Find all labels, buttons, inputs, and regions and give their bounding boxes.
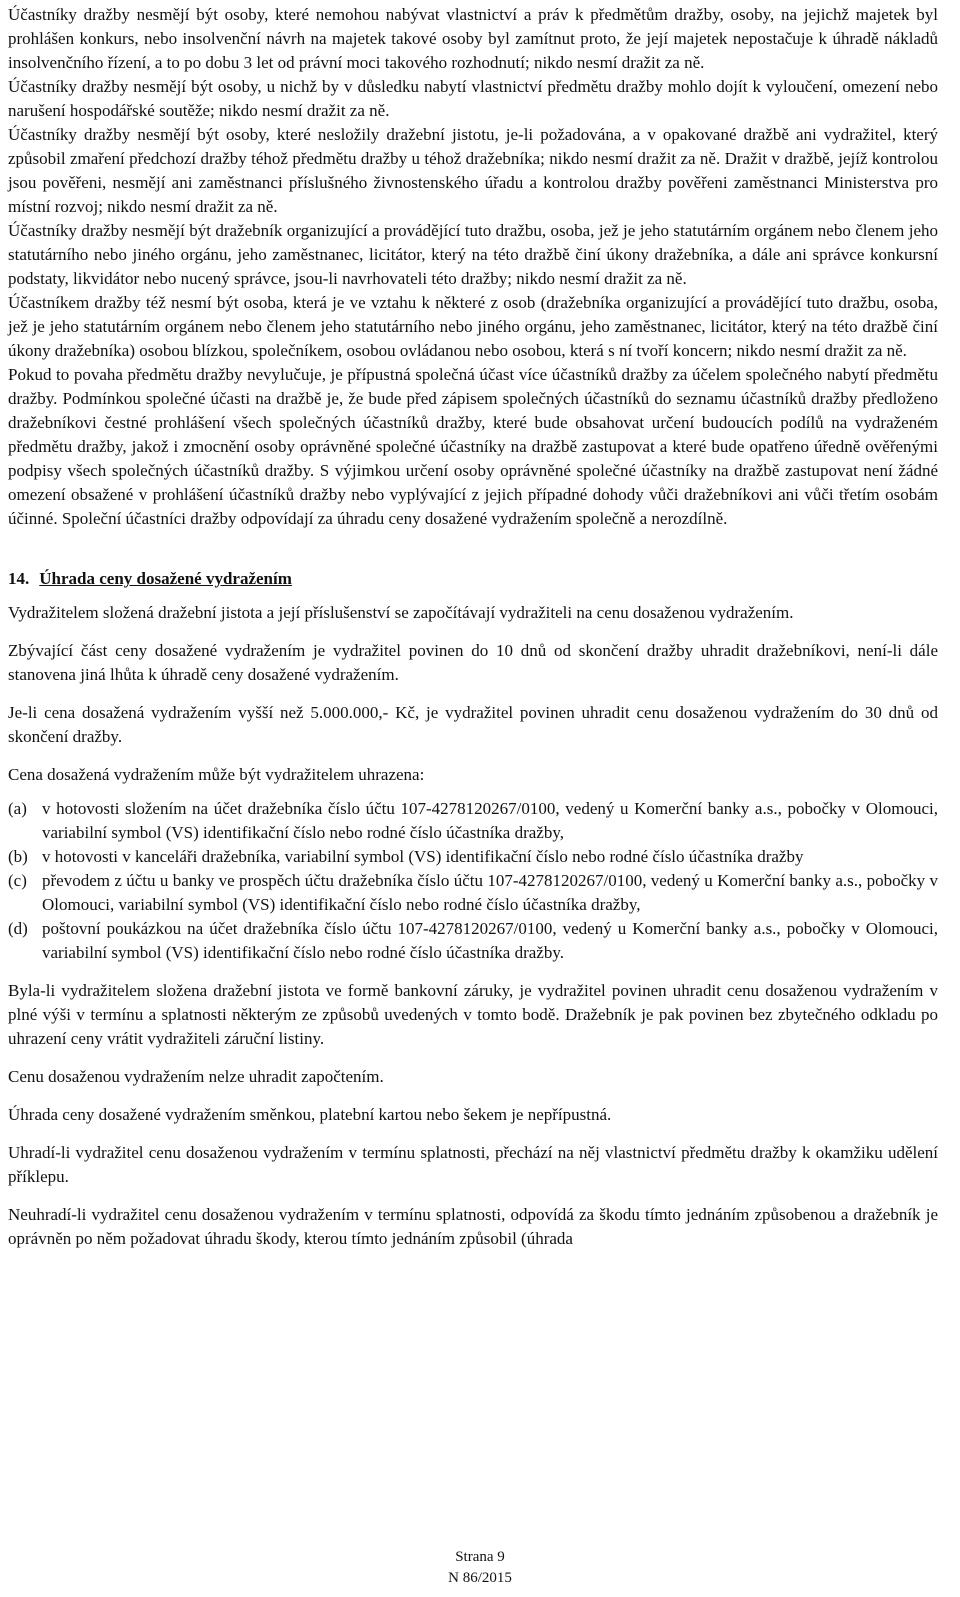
list-item-mark: (b): [8, 847, 28, 866]
list-item: [8, 917, 938, 965]
paragraph-auctioneer: Účastníky dražby nesmějí být dražebník organizující a provádějící tuto dražbu, osoba, jež je jeho statutárním orgánem nebo členem jeho statutárního nebo jiného orgánu, jeho zaměstnanec, licitátor, který na této dražbě činí úkony dražebníka, a dále ani správce konkursní podstaty, likvidátor nebo nucený správce, jsou-li navrhovateli této dražby; nikdo nesmí dražit za ně.: [8, 221, 938, 288]
list-item-mark: (a): [8, 799, 27, 818]
list-item: [8, 869, 938, 917]
paragraph-competition: Účastníky dražby nesmějí být osoby, u nichž by v důsledku nabytí vlastnictví předmětu dražby mohlo dojít k vyloučení, omezení nebo narušení hospodářské soutěže; nikdo nesmí dražit za ně.: [8, 77, 938, 120]
list-item-mark: (d): [8, 919, 28, 938]
page-footer: [0, 1547, 960, 1589]
section-title: Úhrada ceny dosažené vydražením: [39, 569, 292, 588]
payment-options-list: [8, 797, 938, 965]
paragraph-insolvency: Účastníky dražby nesmějí být osoby, které nemohou nabývat vlastnictví a práv k předmětům dražby, osoby, na jejichž majetek byl prohlášen konkurs, nebo insolvenční návrh na majetek takové osoby byl zamítnut proto, že její majetek nepostačuje k úhradě nákladů insolvenčního řízení, a to po dobu 3 let od právní moci takového rozhodnutí; nikdo nesmí dražit za ně.: [8, 5, 938, 72]
list-item: [8, 845, 938, 869]
paragraph-remaining-price: Zbývající část ceny dosažené vydražením je vydražitel povinen do 10 dnů od skončení dražby uhradit dražebníkovi, není-li dále stanovena jiná lhůta k úhradě ceny dosažené vydražením.: [8, 641, 938, 684]
list-item-text: poštovní poukázkou na účet dražebníka číslo účtu 107-4278120267/0100, vedený u Komerční banky a.s., pobočky v Olomouci, variabilní symbol (VS) identifikační číslo nebo rodné číslo účastníka dražby.: [42, 919, 938, 962]
list-item: [8, 797, 938, 845]
paragraph-ownership-transfer: Uhradí-li vydražitel cenu dosaženou vydražením v termínu splatnosti, přechází na něj vlastnictví předmětu dražby k okamžiku udělení příklepu.: [8, 1143, 938, 1186]
paragraph-payment-intro: Cena dosažená vydražením může být vydražitelem uhrazena:: [8, 765, 425, 784]
paragraph-no-setoff: Cenu dosaženou vydražením nelze uhradit započtením.: [8, 1067, 384, 1086]
list-item-text: v hotovosti složením na účet dražebníka číslo účtu 107-4278120267/0100, vedený u Komerční banky a.s., pobočky v Olomouci, variabilní symbol (VS) identifikační číslo nebo rodné číslo účastníka dražby,: [42, 799, 938, 842]
paragraph-nonpayment: Neuhradí-li vydražitel cenu dosaženou vydražením v termínu splatnosti, odpovídá za škodu tímto jednáním způsobenou a dražebník je oprávněn po něm požadovat úhradu škody, kterou tímto jednáním způsobil (úhrada: [8, 1205, 938, 1248]
paragraph-related-persons: Účastníkem dražby též nesmí být osoba, která je ve vztahu k některé z osob (dražebníka organizující a provádějící tuto dražbu, osoba, jež je jeho statutárním orgánem nebo členem jeho statutárního nebo jiného orgánu, jeho zaměstnanec, licitátor, který na této dražbě činí úkony dražebníka) osobou blízkou, společníkem, osobou ovládanou nebo osobou, která s ní tvoří koncern; nikdo nesmí dražit za ně.: [8, 293, 938, 360]
document-number: N 86/2015: [448, 1570, 512, 1586]
page-content: [8, 3, 938, 1251]
list-item-text: v hotovosti v kanceláři dražebníka, variabilní symbol (VS) identifikační číslo nebo rodné číslo účastníka dražby: [42, 847, 804, 866]
section-number: 14.: [8, 569, 30, 588]
paragraph-high-price: Je-li cena dosažená vydražením vyšší než 5.000.000,- Kč, je vydražitel povinen uhradit cenu dosaženou vydražením do 30 dnů od skončení dražby.: [8, 703, 938, 746]
page-number: Strana 9: [455, 1549, 505, 1565]
paragraph-bank-guarantee: Byla-li vydražitelem složena dražební jistota ve formě bankovní záruky, je vydražitel povinen uhradit cenu dosaženou vydražením v plné výši v termínu a splatnosti některým ze způsobů uvedených v tomto bodě. Dražebník je pak povinen bez zbytečného odkladu po uhrazení ceny vrátit vydražiteli záruční listiny.: [8, 981, 938, 1048]
paragraph-deposit-credit: Vydražitelem složená dražební jistota a její příslušenství se započítávají vydražiteli na cenu dosaženou vydražením.: [8, 603, 794, 622]
paragraph-deposit: Účastníky dražby nesmějí být osoby, které nesložily dražební jistotu, je-li požadována, a v opakované dražbě ani vydražitel, který způsobil zmaření předchozí dražby téhož předmětu dražby u téhož dražebníka; nikdo nesmí dražit za ně. Dražit v dražbě, jejíž kontrolou jsou pověřeni, nesmějí ani zaměstnanci příslušného živnostenského úřadu a kontrolou dražby pověřeni zaměstnanci Ministerstva pro místní rozvoj; nikdo nesmí dražit za ně.: [8, 125, 938, 216]
list-item-text: převodem z účtu u banky ve prospěch účtu dražebníka číslo účtu 107-4278120267/0100, vedený u Komerční banky a.s., pobočky v Olomouci, variabilní symbol (VS) identifikační číslo nebo rodné číslo účastníka dražby,: [42, 871, 938, 914]
paragraph-no-bills: Úhrada ceny dosažené vydražením směnkou, platební kartou nebo šekem je nepřípustná.: [8, 1105, 612, 1124]
section-heading: [8, 567, 938, 591]
paragraph-joint-participation: Pokud to povaha předmětu dražby nevylučuje, je přípustná společná účast více účastníků dražby za účelem společného nabytí předmětu dražby. Podmínkou společné účasti na dražbě je, že bude před zápisem společných účastníků do seznamu účastníků dražby předloženo dražebníkovi čestné prohlášení všech společných účastníků dražby, které bude obsahovat určení budoucích podílů na vydraženém předmětu dražby, jakož i zmocnění osoby oprávněné společné účastníky na dražbě zastupovat a které bude opatřeno úředně ověřenými podpisy všech společných účastníků dražby. S výjimkou určení osoby oprávněné společné účastníky na dražbě zastupovat není žádné omezení obsažené v prohlášení účastníků dražby nebo vyplývající z jejich případné dohody vůči dražebníkovi ani vůči třetím osobám účinné. Společní účastníci dražby odpovídají za úhradu ceny dosažené vydražením společně a nerozdílně.: [8, 365, 938, 528]
list-item-mark: (c): [8, 871, 27, 890]
